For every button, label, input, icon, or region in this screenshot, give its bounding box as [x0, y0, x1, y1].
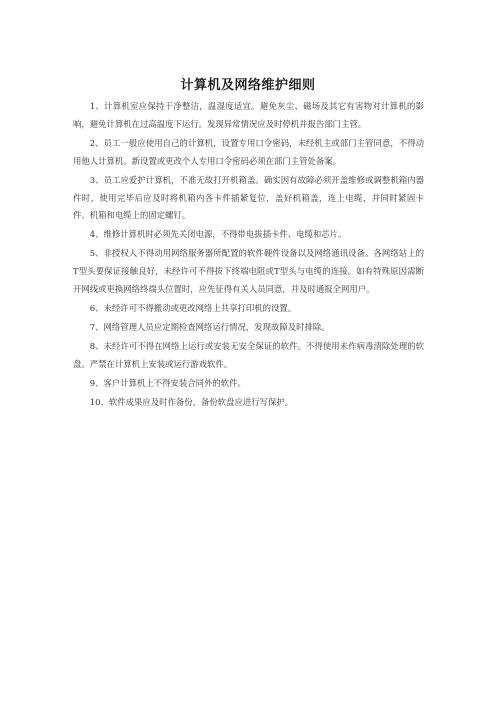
paragraph-6: 6、未经许可不得搬动或更改网络上共享打印机的设置。	[89, 302, 297, 313]
paragraph-2: 2、员工一般应使用自己的计算机，设置专用口令密码，未经机主或部门主管同意，不得动用他人计算机。新设置或更改个人专用口令密码必须在部门主管处备案。	[73, 137, 424, 166]
paragraph-10: 10、软件成果应及时作备份，备份软盘应进行写保护。	[89, 396, 294, 407]
paragraph-8: 8、未经许可不得在网络上运行或安装无安全保证的软件。不得使用未作病毒清除处理的软盘。严禁在计算机上安装或运行游戏软件。	[73, 340, 424, 369]
paragraph-4: 4、维修计算机时必须先关闭电源，不得带电拔插卡件、电缆和芯片。	[89, 229, 347, 240]
paragraph-3: 3、员工应爱护计算机，不准无故打开机箱盖。确实因有故障必须开盖维修或调整机箱内器件时，使用完毕后应及时将机箱内各卡件插紧复位，盖好机箱盖，连上电缆，并同时紧固卡件、机箱和电缆上的固定螺钉。	[73, 174, 424, 221]
page-title: 计算机及网络维护细则	[180, 78, 316, 93]
document-body	[73, 98, 424, 412]
paragraph-9: 9、客户计算机上不得安装合同外的软件。	[89, 377, 246, 388]
paragraph-1: 1、计算机室应保持干净整洁，温湿度适宜。避免灰尘、磁场及其它有害物对计算机的影响，避免计算机在过高温度下运行。发现异常情况应及时停机并报告部门主管。	[73, 101, 424, 129]
paragraph-5: 5、非授权人不得动用网络服务器所配置的软件硬件设备以及网络通讯设备。各网络站上的T型头要保证接触良好，未经许可不得拔下终端电阻或T型头与电缆的连接。如有特殊原因需断开网线或更换网络终端头位置时，应先征得有关人员同意，并及时通报全网用户。	[73, 248, 424, 295]
paragraph-7: 7、网络管理人员应定期检查网络运行情况，发现故障及时排除。	[89, 321, 330, 332]
